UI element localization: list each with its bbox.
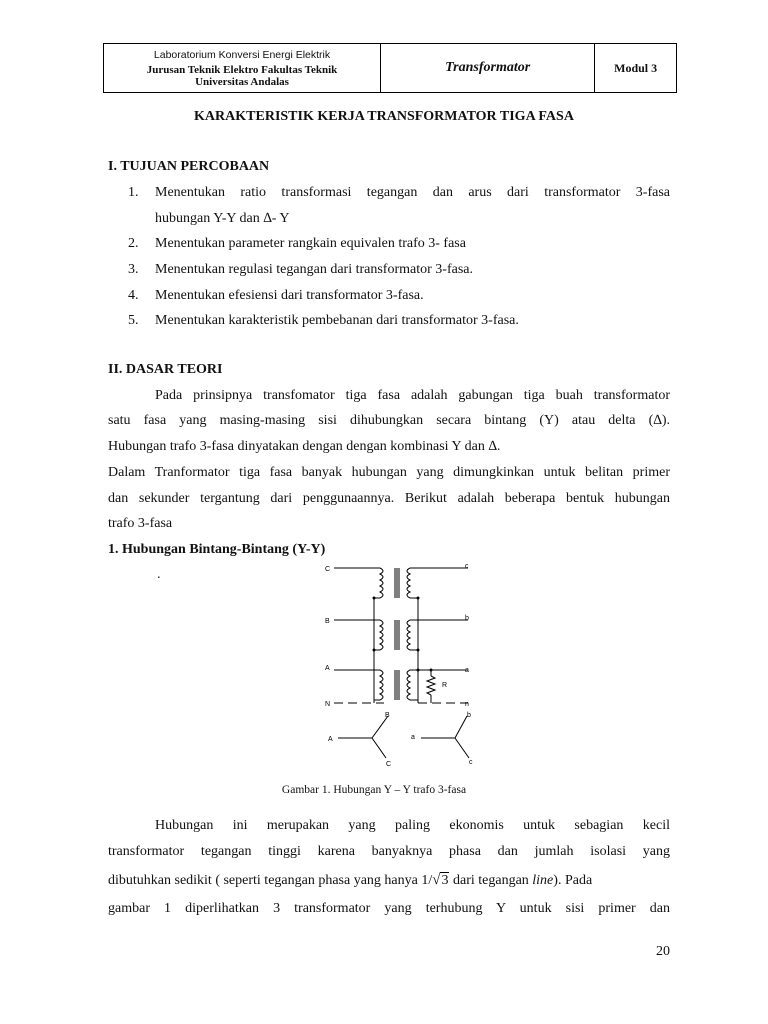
label-b: b: [465, 615, 469, 622]
para2-line1: Dalam Tranformator tiga fasa banyak hubungan yang dimungkinkan untuk belitan primer: [108, 465, 670, 480]
header-title: Transformator: [445, 60, 531, 75]
label-A: A: [325, 665, 330, 672]
document-title: KARAKTERISTIK KERJA TRANSFORMATOR TIGA FASA: [194, 109, 574, 124]
section2-heading: II. DASAR TEORI: [108, 362, 223, 377]
star-label-B: B: [385, 712, 390, 719]
item1-line1: Menentukan ratio transformasi tegangan dan arus dari transformator 3-fasa: [155, 185, 670, 200]
subsection-heading: 1. Hubungan Bintang-Bintang (Y-Y): [108, 542, 326, 557]
para3-line3: [108, 871, 670, 890]
para3-line4: gambar 1 diperlihatkan 3 transformator yang terhubung Y untuk sisi primer dan: [108, 901, 670, 916]
module-label: Modul 3: [614, 60, 658, 75]
star-label-b: b: [467, 712, 471, 719]
label-n: n: [465, 701, 469, 708]
label-N: N: [325, 701, 331, 708]
para1-line3: Hubungan trafo 3-fasa dinyatakan dengan dengan kombinasi Y dan ∆.: [108, 439, 501, 454]
para2-line3: trafo 3-fasa: [108, 516, 173, 531]
star-label-C: C: [386, 761, 392, 768]
item5-number: 5.: [128, 313, 139, 328]
header-institution: [104, 44, 381, 92]
para3-line3-post: dari tegangan: [449, 873, 533, 888]
item5-text: Menentukan karakteristik pembebanan dari transformator 3-fasa.: [155, 313, 519, 328]
item3-text: Menentukan regulasi tegangan dari transformator 3-fasa.: [155, 262, 473, 277]
para3-line3-end: ). Pada: [553, 873, 593, 888]
item3-number: 3.: [128, 262, 139, 277]
para1-line1: Pada prinsipnya transfomator tiga fasa adalah gabungan tiga buah transformator: [155, 388, 670, 403]
label-C: C: [325, 566, 331, 573]
para3-line3-pre: dibutuhkan sedikit ( seperti tegangan phasa yang hanya 1/: [108, 873, 433, 888]
stray-dot: .: [157, 567, 161, 582]
star-label-a: a: [411, 734, 415, 741]
item1-number: 1.: [128, 185, 139, 200]
department-line2: Universitas Andalas: [195, 75, 289, 88]
department-line1: Jurusan Teknik Elektro Fakultas Teknik: [146, 63, 338, 76]
label-B: B: [325, 618, 330, 625]
label-R: R: [442, 682, 448, 689]
para3-line2: transformator tegangan tinggi karena banyaknya phasa dan jumlah isolasi yang: [108, 844, 670, 859]
para2-line2: dan sekunder tergantung dari penggunaannya. Berikut adalah beberapa bentuk hubungan: [108, 491, 670, 506]
item1-line2: hubungan Y-Y dan ∆- Y: [155, 211, 290, 226]
para3-line3-italic: line: [532, 873, 554, 888]
header-module-cell: [595, 44, 676, 92]
page-number: 20: [656, 944, 670, 959]
sqrt-sign: √: [432, 872, 441, 888]
sqrt-number: 3: [441, 873, 449, 888]
lab-name: Laboratorium Konversi Energi Elektrik: [153, 48, 331, 61]
item4-text: Menentukan efesiensi dari transformator 3-fasa.: [155, 288, 424, 303]
para1-line2: satu fasa yang masing-masing sisi dihubungkan secara bintang (Y) atau delta (∆).: [108, 413, 670, 428]
item2-number: 2.: [128, 236, 139, 251]
star-label-A: A: [328, 736, 333, 743]
figure-caption: Gambar 1. Hubungan Y – Y trafo 3-fasa: [281, 784, 467, 796]
sqrt-expression: [432, 871, 449, 890]
header-title-cell: [381, 44, 595, 92]
label-c: c: [465, 563, 469, 570]
header-table: [103, 43, 677, 93]
yy-transformer-diagram: [318, 560, 488, 770]
para3-line3-left: [108, 871, 592, 890]
item2-text: Menentukan parameter rangkain equivalen trafo 3- fasa: [155, 236, 466, 251]
section1-heading: I. TUJUAN PERCOBAAN: [108, 159, 270, 174]
item4-number: 4.: [128, 288, 139, 303]
label-a: a: [465, 667, 469, 674]
para3-line1: Hubungan ini merupakan yang paling ekonomis untuk sebagian kecil: [155, 818, 670, 833]
star-label-c: c: [469, 759, 473, 766]
